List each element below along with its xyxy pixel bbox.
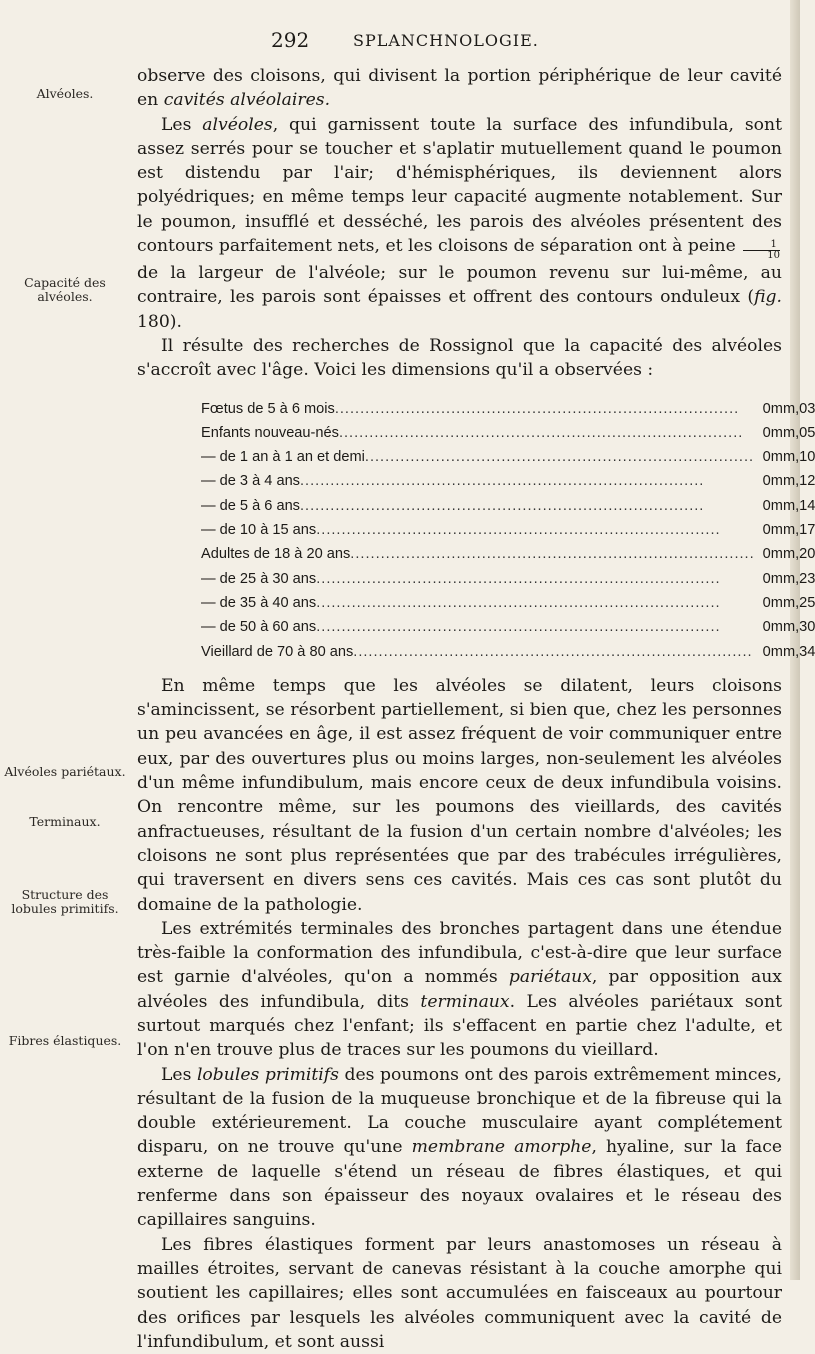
text-run: , par opposition aux alvéoles des infundibula, dits (137, 967, 782, 1012)
age-label: Adultes de 18 à 20 ans (201, 546, 351, 563)
table-row (201, 397, 815, 421)
leader-dots: ................................................................................ (334, 400, 740, 417)
leader-dots: ............................................................................... (353, 643, 753, 660)
age-label-cell (201, 640, 755, 664)
age-label: Enfants nouveau-nés (201, 424, 339, 441)
italic-term: pariétaux (508, 967, 592, 988)
age-label: — de 5 à 6 ans (201, 497, 300, 514)
leader-dots: ................................................................................ (316, 619, 721, 636)
table-row (201, 640, 815, 664)
age-label-cell (201, 567, 755, 591)
italic-term: terminaux (420, 991, 510, 1012)
leader-dots: ................................................................................ (350, 546, 755, 563)
dimension-value: 0mm,17 (762, 522, 815, 539)
age-label: — de 35 à 40 ans (201, 594, 317, 611)
paragraph-alveoles (137, 113, 782, 334)
leader-dots: ................................................................................ (316, 570, 721, 587)
text-run: observe des cloisons, qui divisent la portion périphérique de leur cavité en (137, 66, 782, 111)
dimension-value: 0mm,05 (762, 424, 815, 441)
age-label-cell (201, 397, 755, 421)
table-row (201, 542, 815, 566)
dimension-value: 0mm,20 (762, 546, 815, 563)
leader-dots: ............................................................................. (364, 449, 755, 466)
fraction (743, 240, 780, 261)
text-run: 180). (137, 311, 182, 332)
age-label-cell (201, 518, 755, 542)
italic-term: alvéoles (202, 114, 273, 135)
age-label-cell (201, 445, 755, 469)
age-label: — de 50 à 60 ans (201, 619, 317, 636)
text-run: Les (161, 1064, 197, 1085)
age-label: — de 10 à 15 ans (201, 522, 317, 539)
body-text (137, 64, 815, 1354)
text-run: Les (161, 114, 203, 135)
dimensions-table (201, 397, 815, 664)
paragraph-continued (137, 64, 782, 113)
leader-dots: ................................................................................ (338, 424, 744, 441)
table-row (201, 494, 815, 518)
text-run: . Les alvéoles pariétaux sont surtout marqués chez l'enfant; ils s'effacent en partie chez l'adulte, et l'on n'en trouve plus de traces sur les poumons du vieillard. (137, 991, 782, 1061)
page-header (0, 28, 800, 56)
leader-dots: ................................................................................ (299, 497, 705, 514)
italic-term: cavités alvéolaires. (163, 90, 331, 111)
dimension-value: 0mm,12 (762, 473, 815, 490)
age-label: Fœtus de 5 à 6 mois (201, 400, 335, 417)
table-row (201, 469, 815, 493)
dimension-value: 0mm,25 (762, 594, 815, 611)
running-title: SPLANCHNOLOGIE. (353, 31, 539, 50)
margin-note-terminaux: Terminaux. (29, 814, 101, 829)
dimension-value: 0mm,14 (762, 497, 815, 514)
paragraph-lobules (137, 1063, 782, 1233)
table-row (201, 421, 815, 445)
age-label: — de 1 an à 1 an et demi (201, 449, 365, 466)
age-label-cell (201, 591, 755, 615)
table-row (201, 518, 815, 542)
age-label: — de 25 à 30 ans (201, 570, 317, 587)
paragraph-fibres: Les fibres élastiques forment par leurs anastomoses un réseau à mailles étroites, servant de canevas résistant à la couche amorphe qui soutient les capillaires; elles sont accumulées en faisceaux au pourtour des orifices par lesquels les alvéoles communiquent avec la cavité de l'infundibulum, et sont aussi (137, 1234, 782, 1352)
dimension-value: 0mm,23 (762, 570, 815, 587)
margin-note-fibres: Fibres élastiques. (8, 1033, 122, 1048)
margin-note-parietaux: Alvéoles pariétaux. (4, 764, 126, 779)
table-row (201, 591, 815, 615)
italic-term: fig. (754, 287, 782, 308)
text-run: , hyaline, sur la face externe de laquelle s'étend un réseau de fibres élastiques, et qui renferme dans son épaisseur des noyaux ovalaires et le réseau des capillaires sanguins. (137, 1137, 782, 1231)
paragraph-dilatation: En même temps que les alvéoles se dilatent, leurs cloisons s'amincissent, se résorbent partiellement, si bien que, chez les personnes un peu avancées en âge, il est assez fréquent de voir communiquer entre eux, par des ouvertures plus ou moins larges, non-seulement les alvéoles d'un même infundibulum, mais encore ceux de deux infundibula voisins. On rencontre même, sur les poumons des vieillards, des cavités anfractueuses, résultant de la fusion d'un certain nombre d'alvéoles; les cloisons ne sont plus représentées que par des trabécules irrégulières, qui traversent en divers sens ces cavités. Mais ces cas sont plutôt du domaine de la pathologie. (137, 675, 782, 915)
italic-term: membrane amorphe (411, 1137, 592, 1158)
dimension-value: 0mm,34 (762, 643, 815, 660)
leader-dots: ................................................................................ (299, 473, 705, 490)
page-number: 292 (271, 28, 310, 52)
fraction-denominator: 10 (767, 250, 780, 262)
age-label-cell (201, 469, 755, 493)
age-label-cell (201, 615, 755, 639)
table-row (201, 567, 815, 591)
dimension-value: 0mm,30 (762, 619, 815, 636)
text-run: des poumons ont des parois extrêmement minces, résultant de la fusion de la muqueuse bronchique et de la fibreuse qui la double extérieurement. La couche musculaire ayant complétement disparu, on ne trouve qu'une (137, 1064, 783, 1158)
table-row (201, 615, 815, 639)
margin-note-capacite: Capacité des alvéoles. (24, 275, 106, 304)
table-row (201, 445, 815, 469)
leader-dots: ................................................................................ (316, 594, 721, 611)
paragraph-capacite: Il résulte des recherches de Rossignol que la capacité des alvéoles s'accroît avec l'âge. Voici les dimensions qu'il a observées : (137, 335, 782, 381)
age-label: Vieillard de 70 à 80 ans (201, 643, 354, 660)
age-label-cell (201, 421, 755, 445)
text-run: Les extrémités terminales des bronches partagent dans une étendue très-faible la conformation des infundibula, c'est-à-dire que leur surface est garnie d'alvéoles, qu'on a nommés (137, 918, 782, 988)
text-run: de la largeur de l'alvéole; sur le poumon revenu sur lui-même, au contraire, les parois sont épaisses et offrent des contours onduleux ( (137, 263, 782, 308)
age-label: — de 3 à 4 ans (201, 473, 300, 490)
leader-dots: ................................................................................ (316, 522, 721, 539)
age-label-cell (201, 494, 755, 518)
italic-term: lobules primitifs (196, 1064, 339, 1085)
fraction-numerator: 1 (743, 240, 780, 251)
dimension-value: 0mm,03 (762, 400, 815, 417)
dimension-value: 0mm,10 (762, 449, 815, 466)
margin-note-alveoles: Alvéoles. (36, 86, 94, 101)
paragraph-parietaux (137, 917, 782, 1063)
margin-note-structure: Structure des lobules primitifs. (11, 887, 119, 916)
age-label-cell (201, 542, 755, 566)
text-run: , qui garnissent toute la surface des infundibula, sont assez serrés pour se toucher et s'aplatir mutuellement quand le poumon est distendu par l'air; d'hémisphériques, ils deviennent alors polyédriques; en même temps leur capacité augmente notablement. Sur le poumon, insufflé et desséché, les parois des alvéoles présentent des contours parfaitement nets, et les cloisons de séparation ont à peine (137, 114, 783, 257)
